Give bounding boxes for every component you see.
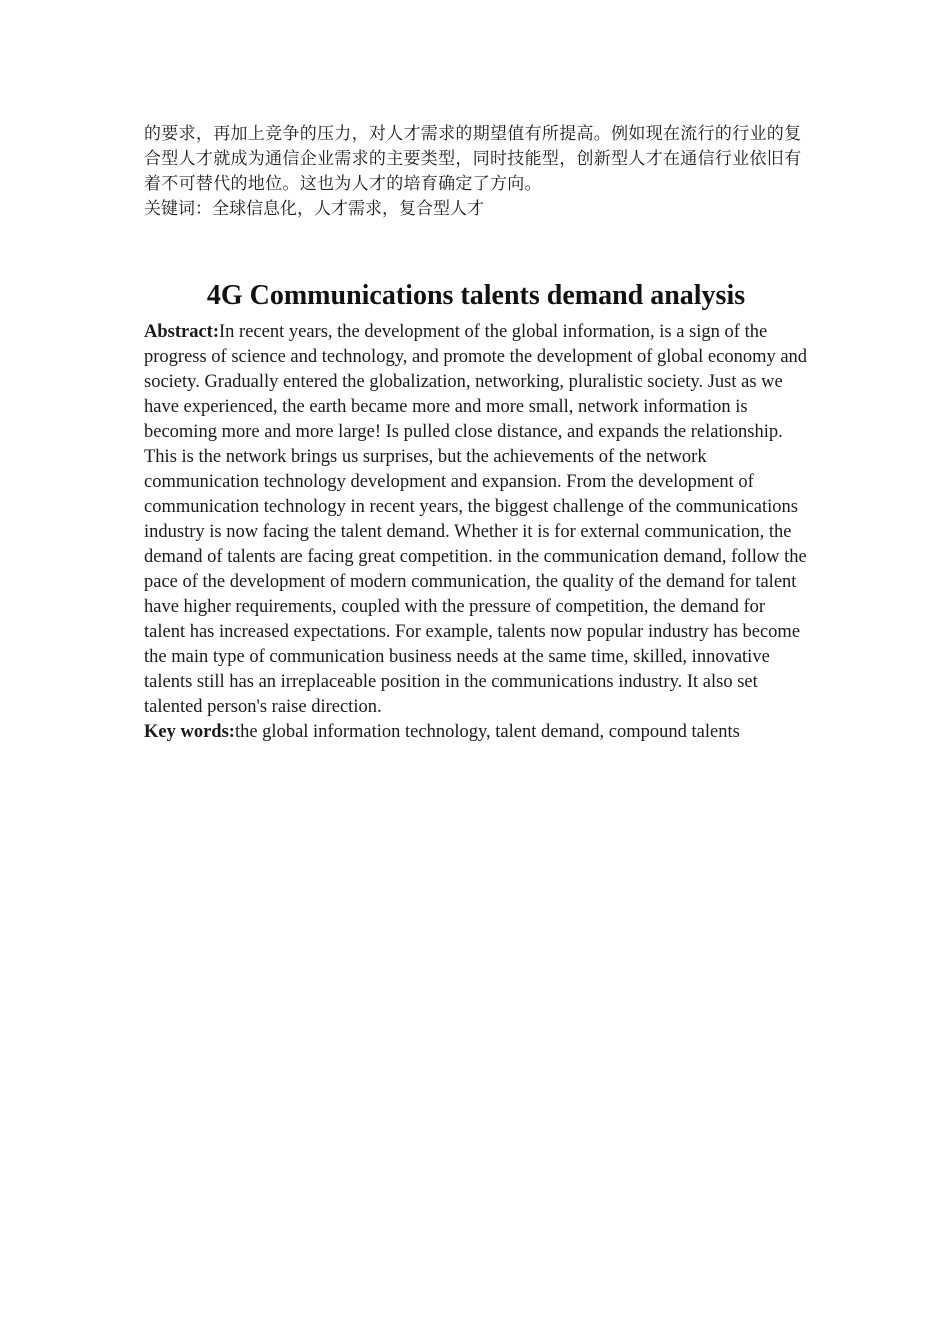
english-abstract [144,320,808,720]
abstract-text: In recent years, the development of the global information, is a sign of the progress of science and technology, and promote the development of global economy and society. Gradually entered the globalization, networking, pluralistic society. Just as we have experienced, the earth became more and more small, network information is becoming more and more large! Is pulled close distance, and expands the relationship. This is the network brings us surprises, but the achievements of the network communication technology development and expansion. From the development of communication technology in recent years, the biggest challenge of the communications industry is now facing the talent demand. Whether it is for external communication, the demand of talents are facing great competition. in the communication demand, follow the pace of the development of modern communication, the quality of the demand for talent have higher requirements, coupled with the pressure of competition, the demand for talent has increased expectations. For example, talents now popular industry has become the main type of communication business needs at the same time, skilled, innovative talents still has an irreplaceable position in the communications industry. It also set talented person's raise direction. [144,322,808,717]
chinese-keywords-label: 关键词： [144,199,212,219]
english-title: 4G Communications talents demand analysis [206,280,746,311]
chinese-keywords [144,197,808,222]
document-page [144,122,808,745]
chinese-keywords-text: 全球信息化，人才需求，复合型人才 [212,199,484,219]
chinese-abstract-continuation: 的要求，再加上竞争的压力，对人才需求的期望值有所提高。例如现在流行的行业的复合型人才就成为通信企业需求的主要类型，同时技能型，创新型人才在通信行业依旧有着不可替代的地位。这也为人才的培育确定了方向。 [144,124,802,194]
english-keywords-text: the global information technology, talent demand, compound talents [234,722,740,742]
english-keywords-label: Key words: [144,722,235,742]
english-keywords [144,720,808,745]
abstract-label: Abstract: [144,322,220,342]
